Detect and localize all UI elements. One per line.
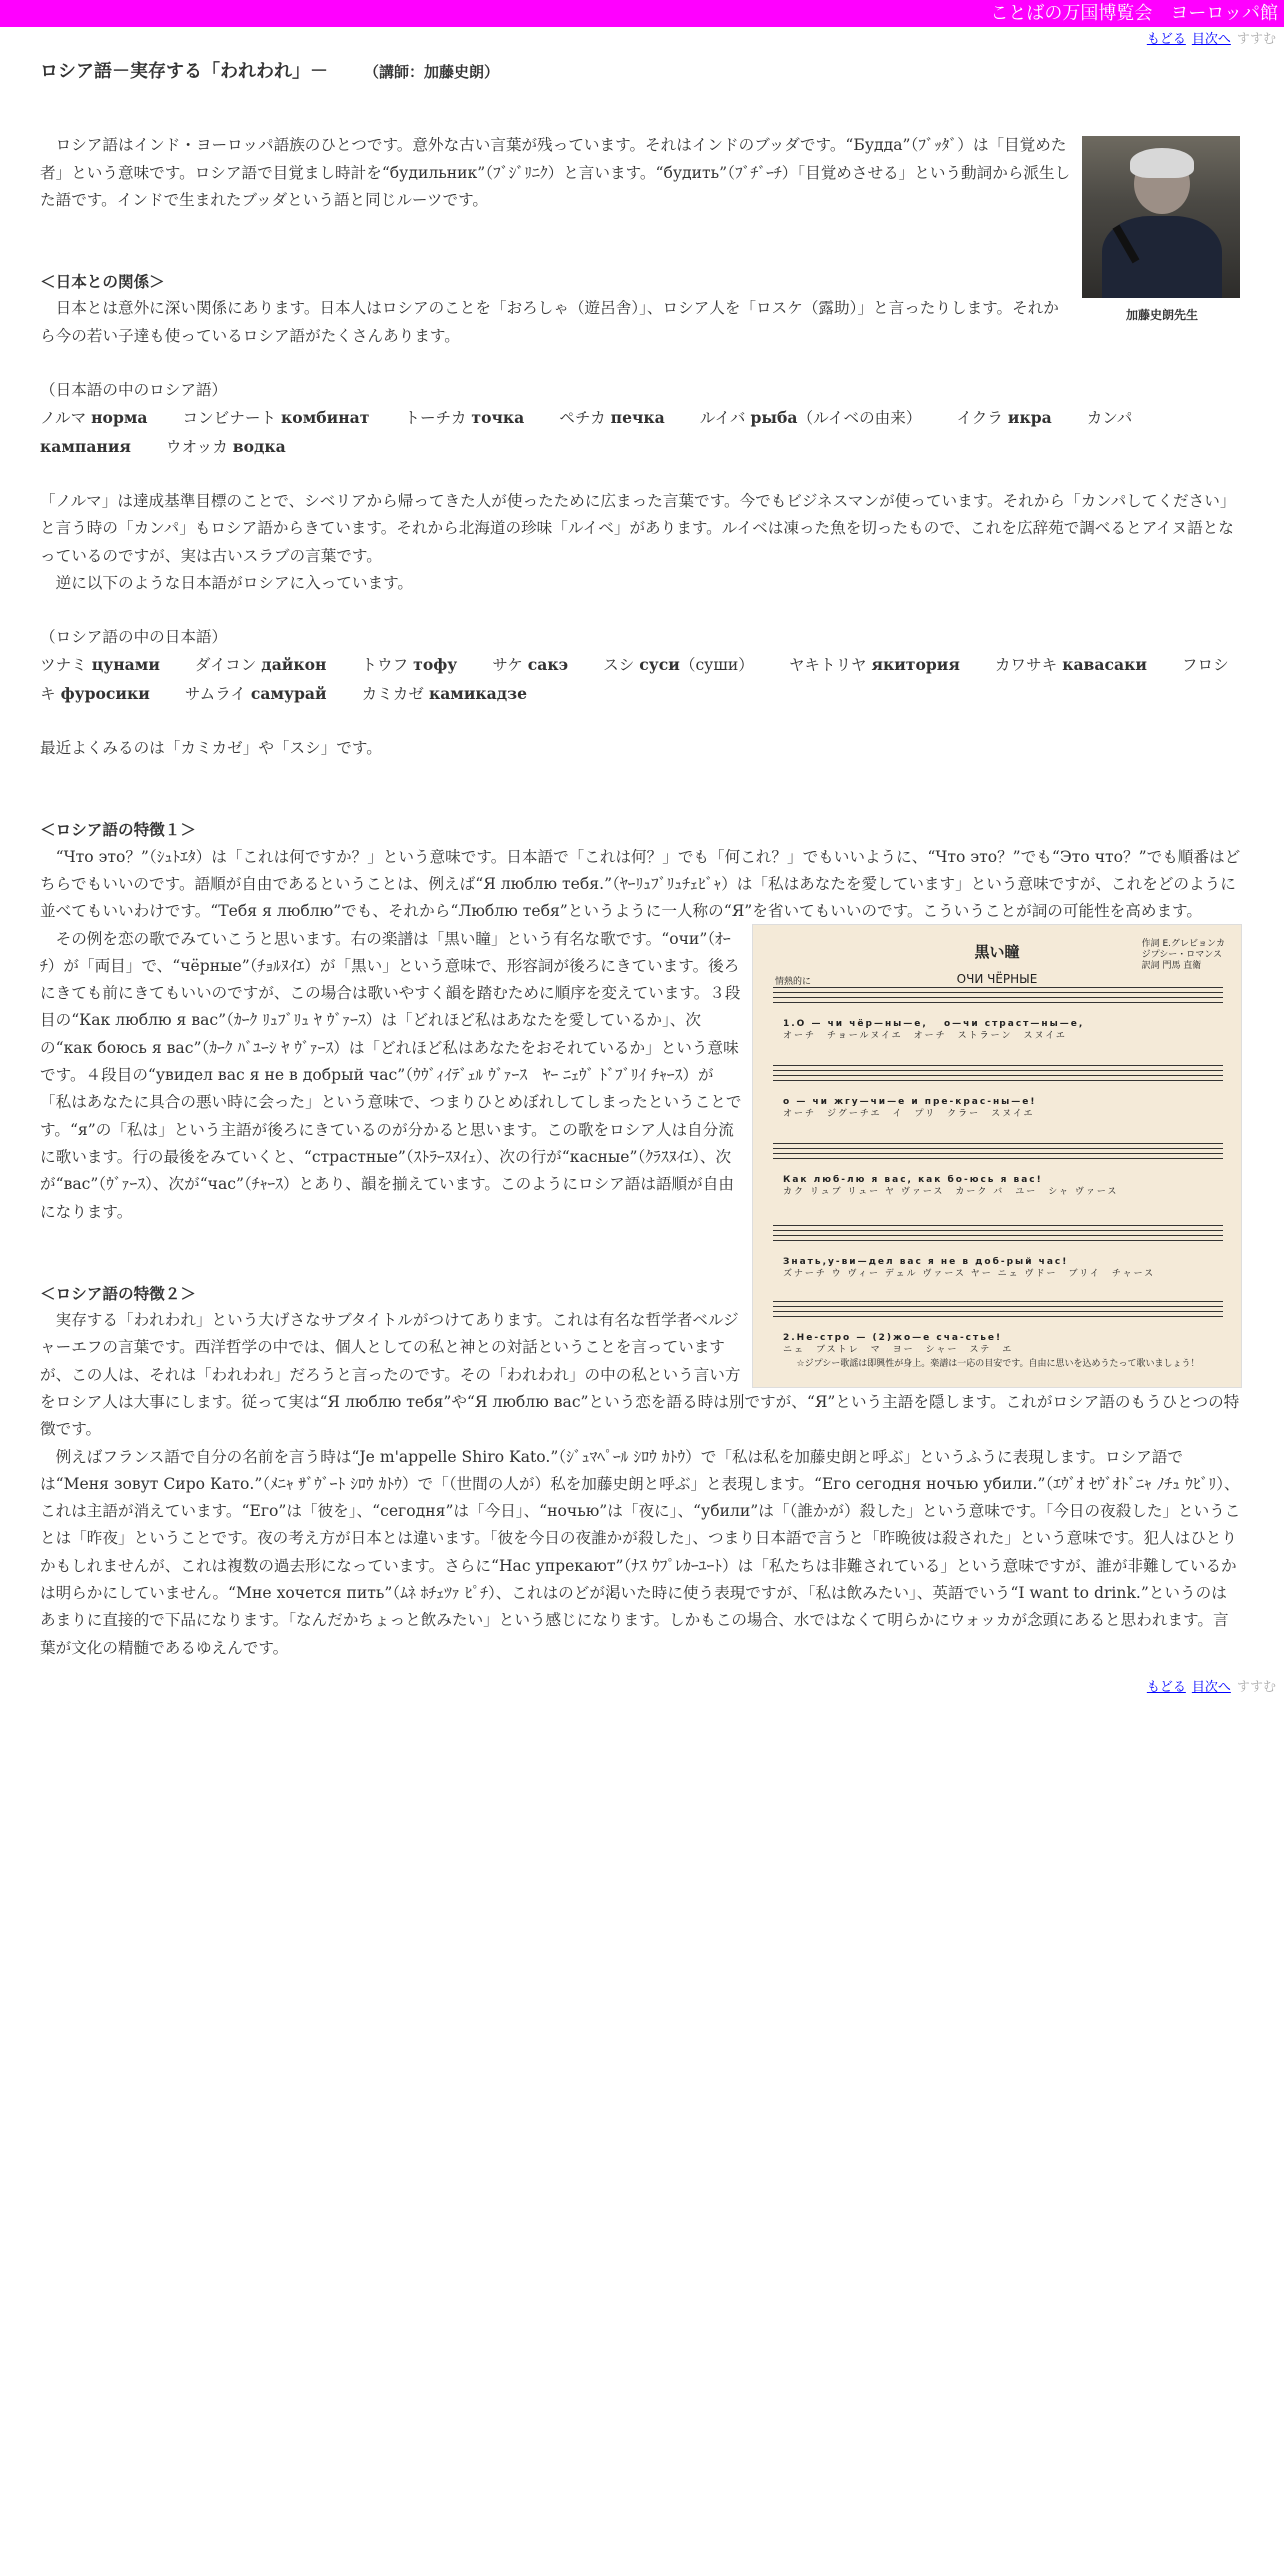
japanese-word-ja: スシ	[603, 656, 635, 675]
japanese-words-heading: （ロシア語の中の日本語）	[40, 628, 228, 647]
japanese-word-ja: トウフ	[361, 656, 409, 675]
loanword-ru: норма	[91, 408, 148, 428]
japanese-word-ru: самурай	[250, 683, 327, 703]
japanese-word-ja: サムライ	[184, 684, 246, 703]
loanword-ja: ウオッカ	[165, 437, 228, 456]
japanese-word-ja: フロシキ	[40, 656, 1229, 703]
loanword-item	[956, 409, 1051, 427]
japanese-word-ru: сакэ	[527, 655, 569, 675]
lecturer: （講師：加藤史朗）	[364, 63, 500, 81]
score-footnote: ☆ジプシー歌謡は即興性が身上。楽譜は一応の目安です。自由に思いを込めうたって歌いましょう！	[796, 1359, 1200, 1370]
score-lyric-ja-4: ズナーチ ウ ヴィー デェル ヴァース ヤー ニェ ヴドー ブリイ チャース	[783, 1268, 1156, 1279]
japanese-word-note: （суши）	[679, 656, 754, 675]
japanese-word-ru: дайкон	[261, 655, 327, 675]
japanese-word-ja: ヤキトリヤ	[788, 656, 867, 675]
japan-paragraph-3: 逆に以下のような日本語がロシアに入っています。	[40, 573, 414, 592]
lecturer-photo-figure	[1082, 136, 1242, 329]
score-lyric-ru-4: Знать,у-ви—дел вас я не в доб-рый час!	[783, 1256, 1069, 1267]
score-lyric-ja-1: オーチ チョールヌイエ オーチ ストラーン スヌイエ	[783, 1030, 1067, 1041]
loanword-note: （ルイベの由来）	[797, 409, 922, 428]
loanword-ja: コンビナート	[182, 409, 277, 428]
score-lyric-ja-5: ニェ ブストレ マ ヨー シャー ステ エ	[783, 1344, 1014, 1355]
loanword-ru: точка	[471, 408, 525, 428]
score-lyric-ru-2: о — чи жгу—чи—е и пре-крас-ны—е!	[783, 1096, 1037, 1107]
japan-paragraph-4: 最近よくみるのは「カミカゼ」や「スシ」です。	[40, 739, 382, 758]
japanese-word-item	[195, 656, 327, 674]
feature2-paragraph-2: 例えばフランス語で自分の名前を言う時は“Je m'appelle Shiro Kato.”（ｼﾞｭﾏﾍﾟｰﾙ ｼﾛｳ ｶﾄｳ）で「私は私を加藤史朗と呼ぶ」というふうに表現します。ロシア語では“Меня зовут Сиро Като.”（ﾒﾆｬ ｻﾞｳﾞｰﾄ ｼﾛｳ ｶﾄｳ）で「（世間の人が）私を加藤史朗と呼ぶ」と表現します。“Его сегодня ночью убили.”（ｴｳﾞｵ ｾｳﾞｵﾄﾞﾆｬ ﾉﾁｭ ｳﾋﾞﾘ）、これは主語が消えています。“Его”は「彼を」、“сегодня”は「今日」、“ночью”は「夜に」、“убили”は「（誰かが）殺した」という意味です。「今日の夜殺した」ということは「昨夜」ということです。夜の考え方が日本とは違います。「彼を今日の夜誰かが殺した」、つまり日本語で言うと「昨晩彼は殺された」という意味です。犯人はひとりかもしれませんが、これは複数の過去形になっています。さらに“Нас упрекают”（ﾅｽ ｳﾌﾟﾚｶｰﾕｰﾄ）は「私たちは非難されている」という意味ですが、誰が非難しているかは明らかにしていません。“Мне хочется пить”（ﾑﾈ ﾎﾁｪﾂｧ ﾋﾟﾁ）、これはのどが渇いた時に使う表現ですが、「私は飲みたい」、英語でいう“I want to drink.”というのはあまりに直接的で下品になります。「なんだかちょっと飲みたい」という感じになります。しかもこの場合、水ではなくて明らかにウォッカが念頭にあると思われます。言葉が文化の精髄であるゆえんです。	[40, 1447, 1241, 1657]
site-title: ことばの万国博覧会 ヨーロッパ館	[990, 3, 1278, 24]
loanword-ja: カンパ	[1086, 409, 1133, 428]
loanword-ru: кампания	[40, 436, 131, 456]
top-nav	[1141, 28, 1276, 47]
main-content	[40, 58, 1242, 1662]
loanword-ja: イクラ	[956, 409, 1003, 428]
site-header-bar	[0, 0, 1284, 27]
japanese-word-item	[40, 656, 160, 674]
loanword-item	[40, 409, 148, 427]
score-lyric-ru-5: 2.Не-стро — (2)жо—е сча-стье!	[783, 1332, 1003, 1343]
loanword-ru: печка	[610, 408, 665, 428]
loanword-ja: ペチカ	[559, 409, 606, 428]
score-title: 黒い瞳	[974, 942, 1020, 961]
loanword-item	[559, 409, 665, 427]
score-lyric-ja-3: カク リュブ リュー ヤ ヴァース カーク バ ユー シャ ヴァース	[783, 1186, 1119, 1197]
loanword-ru: рыба	[750, 408, 798, 428]
japanese-word-ru: фуросики	[60, 683, 150, 703]
score-credit: 作詞 E.グレビョンカ ジプシー・ロマンス 訳詞 門馬 直衛	[1141, 938, 1225, 971]
japanese-word-ja: カワサキ	[994, 656, 1058, 675]
japan-paragraph-1: 日本とは意外に深い関係にあります。日本人はロシアのことを「おろしゃ（遊呂舎）」、ロシア人を「ロスケ（露助）」と言ったりします。それから今の若い子達も使っているロシア語がたくさんあります。	[40, 299, 1059, 345]
japanese-word-item	[185, 685, 327, 703]
score-subtitle: ОЧИ ЧЁРНЫЕ	[956, 971, 1038, 986]
page-title-text: ロシア語－実存する「われわれ」－	[40, 61, 328, 82]
loanword-item	[700, 409, 922, 427]
feature1-paragraph-1: “Что это？”（ｼｭﾄｴﾀ）は「これは何ですか？」という意味です。日本語で「これは何？」でも「何これ？」でもいいように、“Что это？”でも“Это что？”でも順番はどちらでもいいのです。語順が自由であるということは、例えば“Я люблю тебя.”（ﾔｰﾘｭﾌﾞﾘｭﾁｪﾋﾞｬ）は「私はあなたを愛しています」という意味ですが、これをどのように並べてもいいわけです。“Тебя я люблю”でも、それから“Люблю тебя”というように一人称の“Я”を省いてもいいのです。こういうことが詞の可能性を高めます。	[40, 847, 1241, 921]
japanese-word-ru: цунами	[91, 655, 160, 675]
loanword-item	[166, 438, 286, 456]
page-title	[40, 58, 1242, 86]
section-heading-feature-1: ＜ロシア語の特徴１＞	[40, 820, 196, 840]
japanese-word-ru: суси	[639, 655, 680, 675]
japanese-word-item	[789, 656, 960, 674]
intro-paragraph: ロシア語はインド・ヨーロッパ語族のひとつです。意外な古い言葉が残っています。それはインドのブッダです。“Будда”（ﾌﾞｯﾀﾞ）は「目覚めた者」という意味です。ロシア語で目覚まし時計を“будильник”（ﾌﾞｼﾞﾘﾆｸ）と言います。“будить”（ﾌﾞﾁﾞｰﾁ）「目覚めさせる」という動詞から派生した語です。インドで生まれたブッダという語と同じルーツです。	[40, 136, 1071, 209]
japanese-word-item	[361, 656, 457, 674]
photo-caption: 加藤史朗先生	[1125, 308, 1198, 323]
feature1-paragraph-2: その例を恋の歌でみていこうと思います。右の楽譜は「黒い瞳」という有名な歌です。“очи”（ｵｰﾁ）が「両目」で、“чёрные”（ﾁｮﾙﾇｲｴ）が「黒い」という意味で、形容詞が後ろにきています。後ろにきても前にきてもいいのですが、この場合は歌いやすく韻を踏むために順序を変えています。３段目の“Как люблю я вас”（ｶｰｸ ﾘｭﾌﾞﾘｭ ﾔ ｳﾞｧｰｽ）は「どれほど私はあなたを愛しているか」、次の“как боюсь я вас”（ｶｰｸ ﾊﾞﾕｰｼ ﾔ ｳﾞｧｰｽ）は「どれほど私はあなたをおそれているか」という意味です。４段目の“увидел вас я не в добрый час”（ｳｳﾞｨｲﾃﾞｪﾙ ｳﾞｧｰｽ ﾔｰ ﾆｪｳﾞ ﾄﾞﾌﾞﾘｲ ﾁｬｰｽ）が「私はあなたに具合の悪い時に会った」という意味で、つまりひとめぼれしてしまったということです。“я”の「私は」という主語が後ろにきているのが分かると思います。この歌をロシア人は自分流に歌います。行の最後をみていくと、“страстные”（ｽﾄﾗｰｽﾇｲｪ）、次の行が“касные”（ｸﾗｽﾇｲｴ）、次が“вас”（ｳﾞｧｰｽ）、次が“час”（ﾁｬｰｽ）とあり、韻を揃えています。このようにロシア語は語順が自由になります。	[40, 929, 742, 1221]
japanese-word-item	[492, 656, 568, 674]
japanese-word-ja: ツナミ	[40, 656, 87, 675]
japanese-word-ja: カミカゼ	[361, 684, 424, 703]
toc-link-bottom[interactable]: 目次へ	[1191, 1679, 1231, 1695]
loanword-ru: водка	[232, 436, 286, 456]
back-link[interactable]: もどる	[1146, 32, 1186, 47]
back-link-bottom[interactable]: もどる	[1146, 1679, 1186, 1695]
japanese-word-ru: камикадзе	[428, 683, 528, 703]
score-lyric-ja-2: オーチ ジグーチエ イ プリ クラー スヌイエ	[783, 1108, 1035, 1119]
next-link-bottom-disabled: すすむ	[1236, 1679, 1276, 1695]
loanword-ja: トーチカ	[404, 409, 467, 428]
japanese-word-item	[362, 685, 527, 703]
japanese-words-list	[40, 651, 1242, 708]
section-heading-feature-2: ＜ロシア語の特徴２＞	[40, 1283, 196, 1303]
bottom-nav	[1141, 1676, 1276, 1695]
japanese-word-ru: кавасаки	[1062, 655, 1147, 675]
loanwords-heading: （日本語の中のロシア語）	[40, 381, 228, 400]
feature2-paragraph-1: 実存する「われわれ」という大げさなサブタイトルがつけてあります。これは有名な哲学者ベルジャーエフの言葉です。西洋哲学の中では、個人としての私と神との対話ということを言っていますが、この人は、それは「われわれ」だろうと言ったのです。その「われわれ」の中の私という言い方をロシア人は大事にします。従って実は“Я люблю тебя”や“Я люблю вас”という恋を語る時は別ですが、“Я”という主語を隠します。これがロシア語のもうひとつの特徴です。	[40, 1311, 1240, 1439]
loanword-ja: ノルマ	[40, 409, 87, 428]
toc-link[interactable]: 目次へ	[1191, 32, 1231, 47]
loanword-ja: ルイバ	[699, 409, 746, 428]
score-lyric-ru-3: Как люб-лю я вас, как бо-юсь я вас!	[783, 1174, 1043, 1185]
japanese-word-ru: якитория	[871, 655, 960, 675]
loanword-ru: комбинат	[281, 408, 370, 428]
japan-paragraph-2: 「ノルマ」は達成基準目標のことで、シベリアから帰ってきた人が使ったために広まった言葉です。今でもビジネスマンが使っています。それから「カンパしてください」と言う時の「カンパ」もロシア語からきています。それから北海道の珍味「ルイベ」があります。ルイベは凍った魚を切ったもので、これを広辞苑で調べるとアイヌ語となっているのですが、実は古いスラブの言葉です。	[40, 491, 1236, 565]
japanese-word-item	[603, 656, 754, 674]
russian-loanwords-list	[40, 404, 1242, 461]
japanese-word-ru: тофу	[413, 655, 458, 675]
score-lyric-ru-1: 1.О — чи чёр—ны—е, о—чи страст—ны—е,	[783, 1018, 1085, 1029]
japanese-word-ja: サケ	[492, 656, 523, 675]
score-tempo: 情熱的に	[775, 976, 812, 987]
loanword-item	[404, 409, 524, 427]
loanword-ru: икра	[1007, 408, 1052, 428]
section-heading-japan: ＜日本との関係＞	[40, 272, 165, 292]
lecturer-photo	[1082, 136, 1240, 298]
japanese-word-item	[995, 656, 1147, 674]
next-link-disabled: すすむ	[1236, 32, 1276, 47]
sheet-music-image	[752, 924, 1242, 1388]
japanese-word-ja: ダイコン	[194, 656, 257, 675]
loanword-item	[182, 409, 369, 427]
